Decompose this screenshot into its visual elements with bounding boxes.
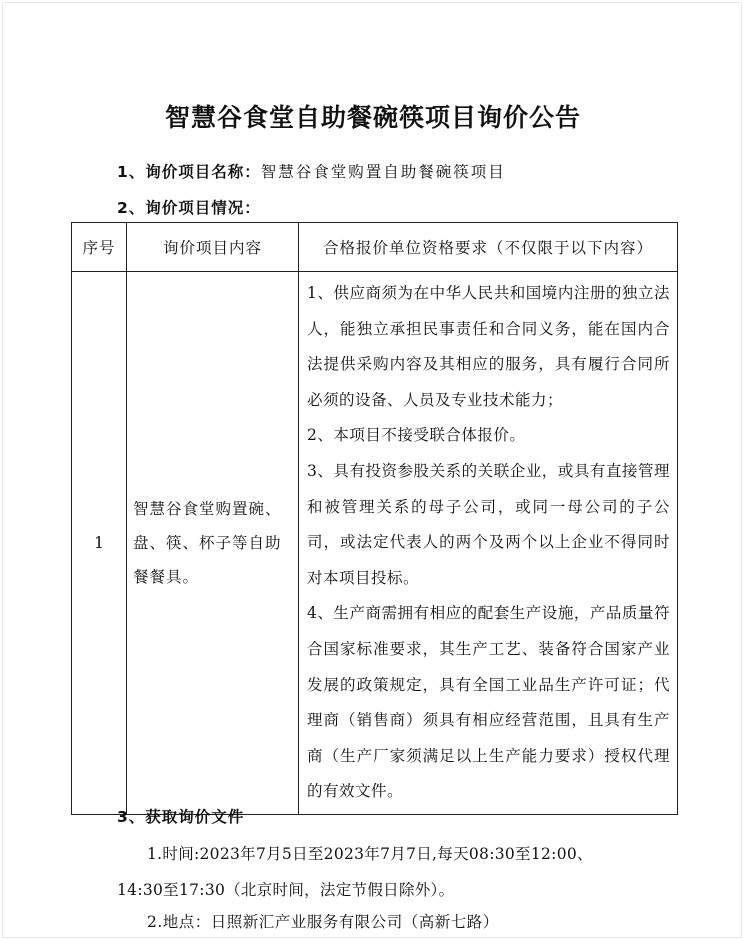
requirement-item: 3、具有投资参股关系的关联企业，或具有直接管理和被管理关系的母子公司，或同一母公司的子公司，或法定代表人的两个及两个以上企业不得同时对本项目投标。 [307, 461, 670, 587]
header-index: 序号 [72, 223, 127, 272]
location-line: 2.地点：日照新汇产业服务有限公司（高新七路） [147, 913, 499, 931]
project-name-value: 智慧谷食堂购置自助餐碗筷项目 [260, 163, 506, 181]
row-content: 智慧谷食堂购置碗、盘、筷、杯子等自助餐餐具。 [127, 272, 299, 815]
inquiry-table [71, 222, 678, 815]
table-header-row [72, 223, 678, 272]
row-requirements [299, 272, 678, 815]
document-title: 智慧谷食堂自助餐碗筷项目询价公告 [164, 103, 581, 132]
header-content: 询价项目内容 [127, 223, 299, 272]
project-name-line [117, 160, 506, 182]
project-name-label: 1、询价项目名称： [117, 163, 261, 181]
requirement-item: 4、生产商需拥有相应的配套生产设施，产品质量符合国家标准要求，其生产工艺、装备符合国家产业发展的政策规定，具有全国工业品生产许可证；代理商（销售商）须具有相应经营范围，且具有生产商（生产厂家须满足以上生产能力要求）授权代理的有效文件。 [307, 604, 670, 801]
project-situation-heading: 2、询价项目情况： [117, 199, 261, 217]
time-line-2: 14:30至17:30（北京时间，法定节假日除外）。 [117, 881, 455, 899]
requirement-item: 2、本项目不接受联合体报价。 [307, 426, 526, 445]
obtain-docs-heading: 3、获取询价文件 [117, 808, 245, 826]
requirement-item: 1、供应商须为在中华人民共和国境内注册的独立法人，能独立承担民事责任和合同义务，能在国内合法提供采购内容及其相应的服务，具有履行合同所必须的设备、人员及专业技术能力； [307, 284, 670, 409]
time-line-1: 1.时间:2023年7月5日至2023年7月7日,每天08:30至12:00、 [147, 845, 593, 863]
table-row [72, 272, 678, 815]
row-index: 1 [72, 272, 127, 815]
header-requirements: 合格报价单位资格要求（不仅限于以下内容） [299, 223, 678, 272]
